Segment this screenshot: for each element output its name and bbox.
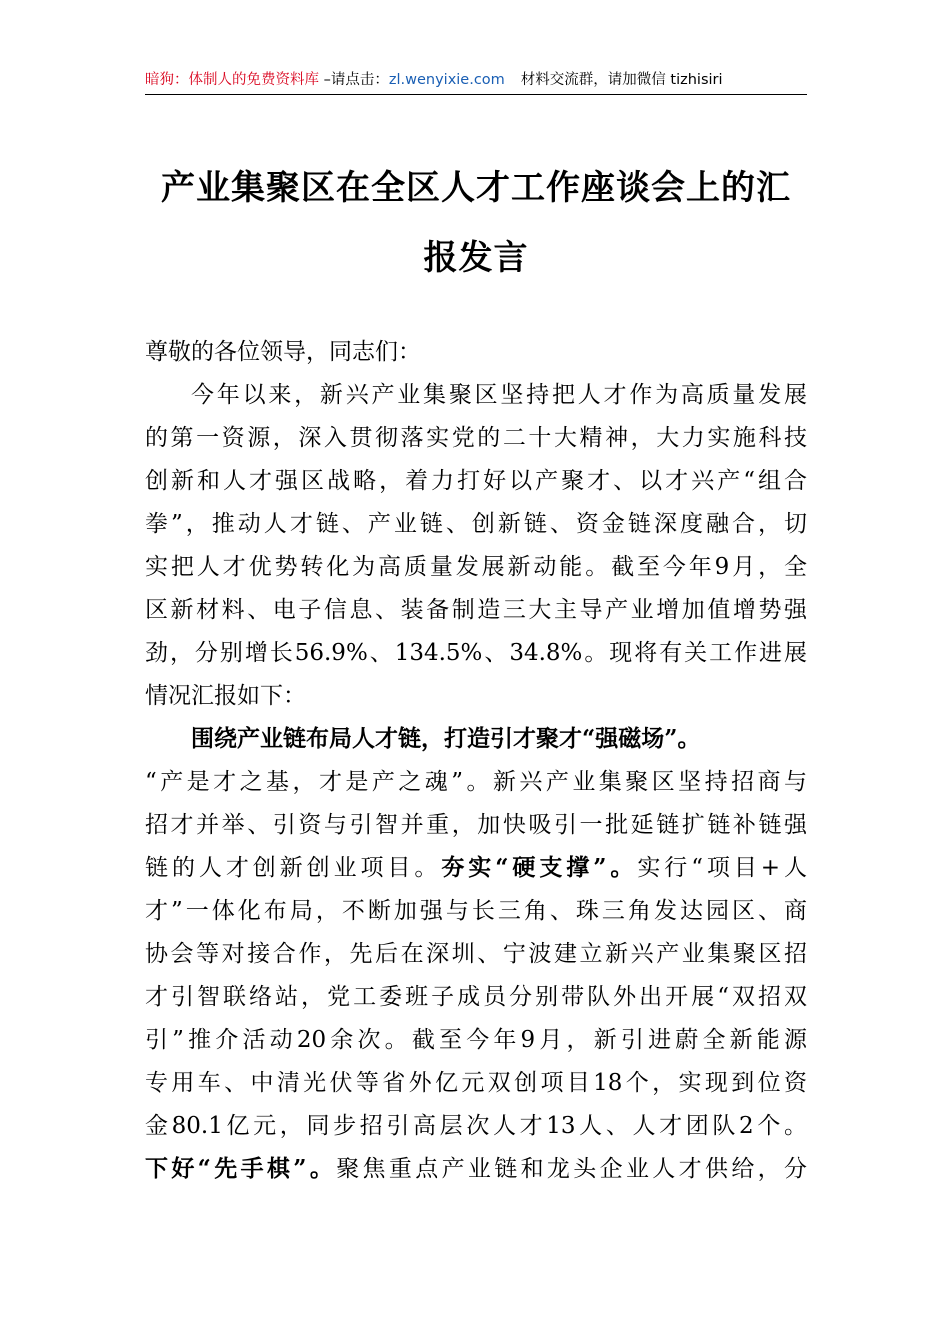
paragraph-1-line: 的第一资源，深入贯彻落实党的二十大精神，大力实施科技 xyxy=(145,425,807,451)
header-brand: 暗狗：体制人的免费资料库 xyxy=(145,72,319,88)
paragraph-2-line-mixed xyxy=(145,853,807,883)
paragraph-2-line: 招才并举、引资与引智并重，加快吸引一批延链扩链补链强 xyxy=(145,812,807,838)
paragraph-3-text: 聚焦重点产业链和龙头企业人才供给，分 xyxy=(336,1156,808,1182)
paragraph-2-line: 金80.1亿元，同步招引高层次人才13人、人才团队2个。 xyxy=(145,1113,807,1139)
salutation: 尊敬的各位领导，同志们： xyxy=(145,339,421,365)
paragraph-2-line: “产是才之基，才是产之魂”。新兴产业集聚区坚持招商与 xyxy=(145,769,807,795)
header-url-link[interactable]: zl.wenyixie.com xyxy=(388,72,505,88)
paragraph-3-line xyxy=(145,1154,807,1184)
paragraph-1-line: 情况汇报如下： xyxy=(145,683,306,709)
subheading-hard-support: 夯实“硬支撑”。 xyxy=(441,854,638,881)
document-title-line-2: 报发言 xyxy=(423,238,529,278)
paragraph-2-text: 链的人才创新创业项目。 xyxy=(145,855,442,881)
paragraph-1-line: 劲，分别增长56.9%、134.5%、34.8%。现将有关工作进展 xyxy=(145,640,807,666)
document-title-line-1: 产业集聚区在全区人才工作座谈会上的汇 xyxy=(161,168,791,208)
paragraph-1-line: 拳”，推动人才链、产业链、创新链、资金链深度融合，切 xyxy=(145,511,807,537)
section-1-heading: 围绕产业链布局人才链，打造引才聚才“强磁场”。 xyxy=(191,725,701,752)
paragraph-2-line: 协会等对接合作，先后在深圳、宁波建立新兴产业集聚区招 xyxy=(145,941,807,967)
paragraph-1-line: 创新和人才强区战略，着力打好以产聚才、以才兴产“组合 xyxy=(145,468,807,494)
paragraph-1-line: 今年以来，新兴产业集聚区坚持把人才作为高质量发展 xyxy=(191,382,807,408)
subheading-first-move: 下好“先手棋”。 xyxy=(145,1155,337,1182)
header-click-text: –请点击： xyxy=(319,72,389,88)
paragraph-1-line: 区新材料、电子信息、装备制造三大主导产业增加值增势强 xyxy=(145,597,807,623)
paragraph-2-line: 专用车、中清光伏等省外亿元双创项目18个，实现到位资 xyxy=(145,1070,807,1096)
page-header xyxy=(145,68,807,95)
paragraph-2-line: 才引智联络站，党工委班子成员分别带队外出开展“双招双 xyxy=(145,984,807,1010)
paragraph-2-line: 才”一体化布局，不断加强与长三角、珠三角发达园区、商 xyxy=(145,898,807,924)
paragraph-2-text: 实行“项目+人 xyxy=(637,855,807,881)
header-wechat: 材料交流群，请加微信 tizhisiri xyxy=(520,72,723,88)
paragraph-2-line: 引”推介活动20余次。截至今年9月，新引进蔚全新能源 xyxy=(145,1027,807,1053)
paragraph-1-line: 实把人才优势转化为高质量发展新动能。截至今年9月，全 xyxy=(145,554,807,580)
